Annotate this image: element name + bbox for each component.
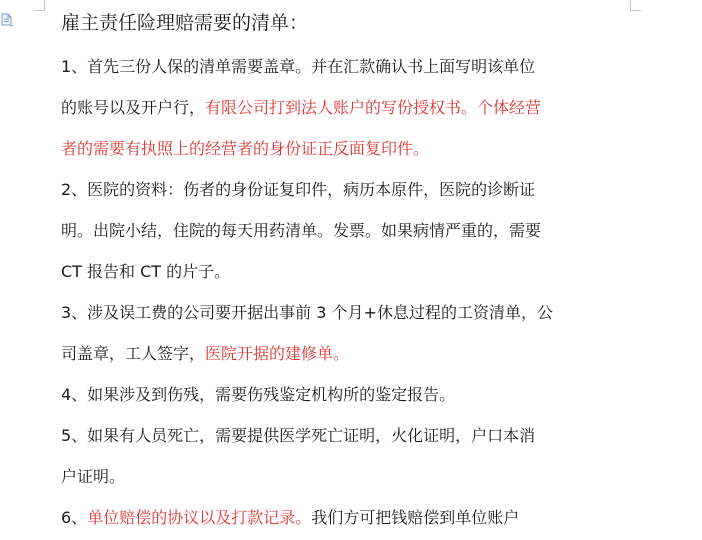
text-line — [61, 456, 621, 497]
margin-corner-mark-left — [34, 0, 45, 11]
body-text: 6、 — [61, 508, 88, 527]
text-line — [61, 210, 621, 251]
document-paragraph-icon[interactable] — [0, 12, 14, 28]
text-line — [61, 251, 621, 292]
document-title: 雇主责任险理赔需要的清单： — [61, 12, 309, 34]
body-text: 我们方可把钱赔偿到单位账户 — [311, 508, 520, 527]
body-text: 2、医院的资料：伤者的身份证复印件，病历本原件，医院的诊断证 — [61, 180, 536, 199]
text-line — [61, 415, 621, 456]
body-text: 的账号以及开户行， — [61, 98, 206, 117]
text-line — [61, 46, 621, 87]
text-line — [61, 169, 621, 210]
body-text: CT 报告和 CT 的片子。 — [61, 262, 231, 281]
highlighted-text: 者的需要有执照上的经营者的身份证正反面复印件。 — [61, 139, 430, 158]
text-line — [61, 333, 621, 374]
document-body — [61, 8, 621, 538]
text-line — [61, 292, 621, 333]
highlighted-text: 医院开据的建修单。 — [205, 344, 350, 363]
body-text: 5、如果有人员死亡，需要提供医学死亡证明，火化证明，户口本消 — [61, 426, 536, 445]
body-text: 4、如果涉及到伤残，需要伤残鉴定机构所的鉴定报告。 — [61, 385, 456, 404]
highlighted-text: 单位赔偿的协议以及打款记录。 — [87, 508, 312, 527]
body-text: 明。出院小结，住院的每天用药清单。发票。如果病情严重的，需要 — [61, 221, 542, 240]
text-line — [61, 497, 621, 538]
text-line — [61, 128, 621, 169]
body-text: 1、首先三份人保的清单需要盖章。并在汇款确认书上面写明该单位 — [61, 57, 536, 76]
text-line — [61, 87, 621, 128]
body-text: 3、涉及误工费的公司要开据出事前 3 个月+休息过程的工资清单，公 — [61, 303, 553, 322]
body-text: 户证明。 — [61, 467, 126, 486]
text-line — [61, 374, 621, 415]
margin-corner-mark-right — [630, 0, 641, 11]
highlighted-text: 有限公司打到法人账户的写份授权书。个体经营 — [205, 98, 542, 117]
body-text: 司盖章，工人签字， — [61, 344, 206, 363]
document-lines — [61, 46, 621, 538]
